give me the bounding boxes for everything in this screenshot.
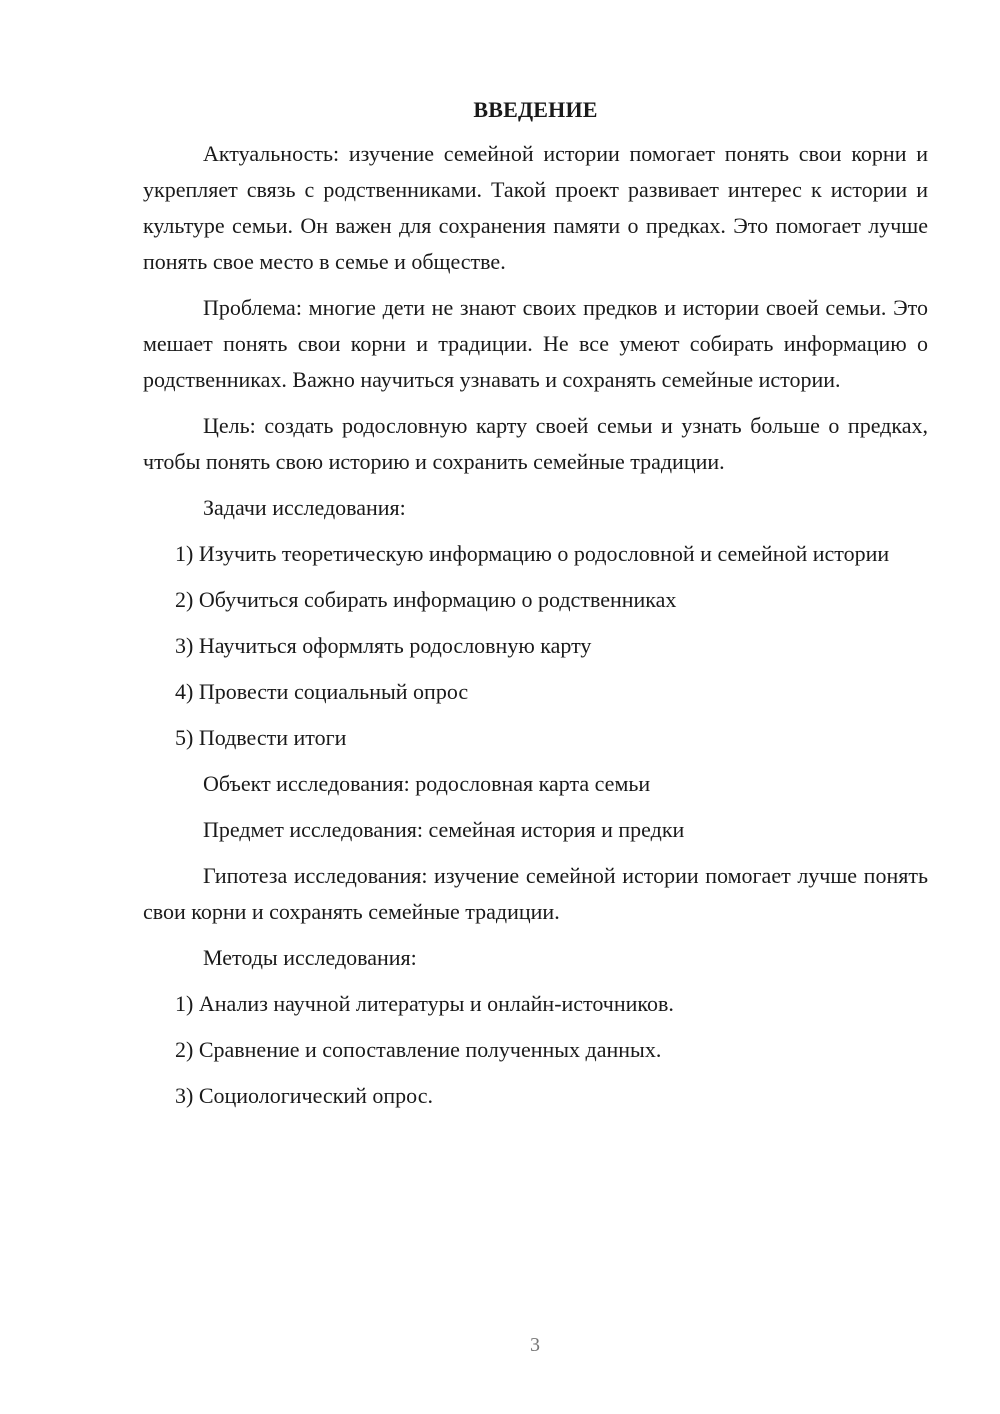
goal-paragraph: Цель: создать родословную карту своей семьи и узнать больше о предках, чтобы понять свою историю и сохранить семейные традиции. xyxy=(143,413,928,474)
relevance-paragraph: Актуальность: изучение семейной истории помогает понять свои корни и укрепляет связь с родственниками. Такой проект развивает интерес к истории и культуре семьи. Он важен для сохранения памяти о предках. Это помогает лучше понять свое место в семье и обществе. xyxy=(143,141,928,274)
research-object: Объект исследования: родословная карта семьи xyxy=(203,771,651,796)
task-item: 4) Провести социальный опрос xyxy=(175,679,469,704)
method-item: 3) Социологический опрос. xyxy=(175,1083,433,1108)
method-item: 1) Анализ научной литературы и онлайн-источников. xyxy=(175,991,674,1016)
task-item: 1) Изучить теоретическую информацию о родословной и семейной истории xyxy=(175,541,890,566)
hypothesis-paragraph: Гипотеза исследования: изучение семейной истории помогает лучше понять свои корни и сохранять семейные традиции. xyxy=(143,863,928,924)
task-item: 3) Научиться оформлять родословную карту xyxy=(175,633,592,658)
method-item: 2) Сравнение и сопоставление полученных данных. xyxy=(175,1037,662,1062)
tasks-heading: Задачи исследования: xyxy=(203,495,406,520)
problem-paragraph: Проблема: многие дети не знают своих предков и истории своей семьи. Это мешает понять свои корни и традиции. Не все умеют собирать информацию о родственниках. Важно научиться узнавать и сохранять семейные истории. xyxy=(143,295,928,392)
research-subject: Предмет исследования: семейная история и предки xyxy=(203,817,685,842)
document-page xyxy=(143,92,928,1124)
task-item: 5) Подвести итоги xyxy=(175,725,347,750)
task-item: 2) Обучиться собирать информацию о родственниках xyxy=(175,587,677,612)
page-number: 3 xyxy=(530,1334,540,1356)
methods-heading: Методы исследования: xyxy=(203,945,417,970)
page-title: ВВЕДЕНИЕ xyxy=(473,97,598,122)
